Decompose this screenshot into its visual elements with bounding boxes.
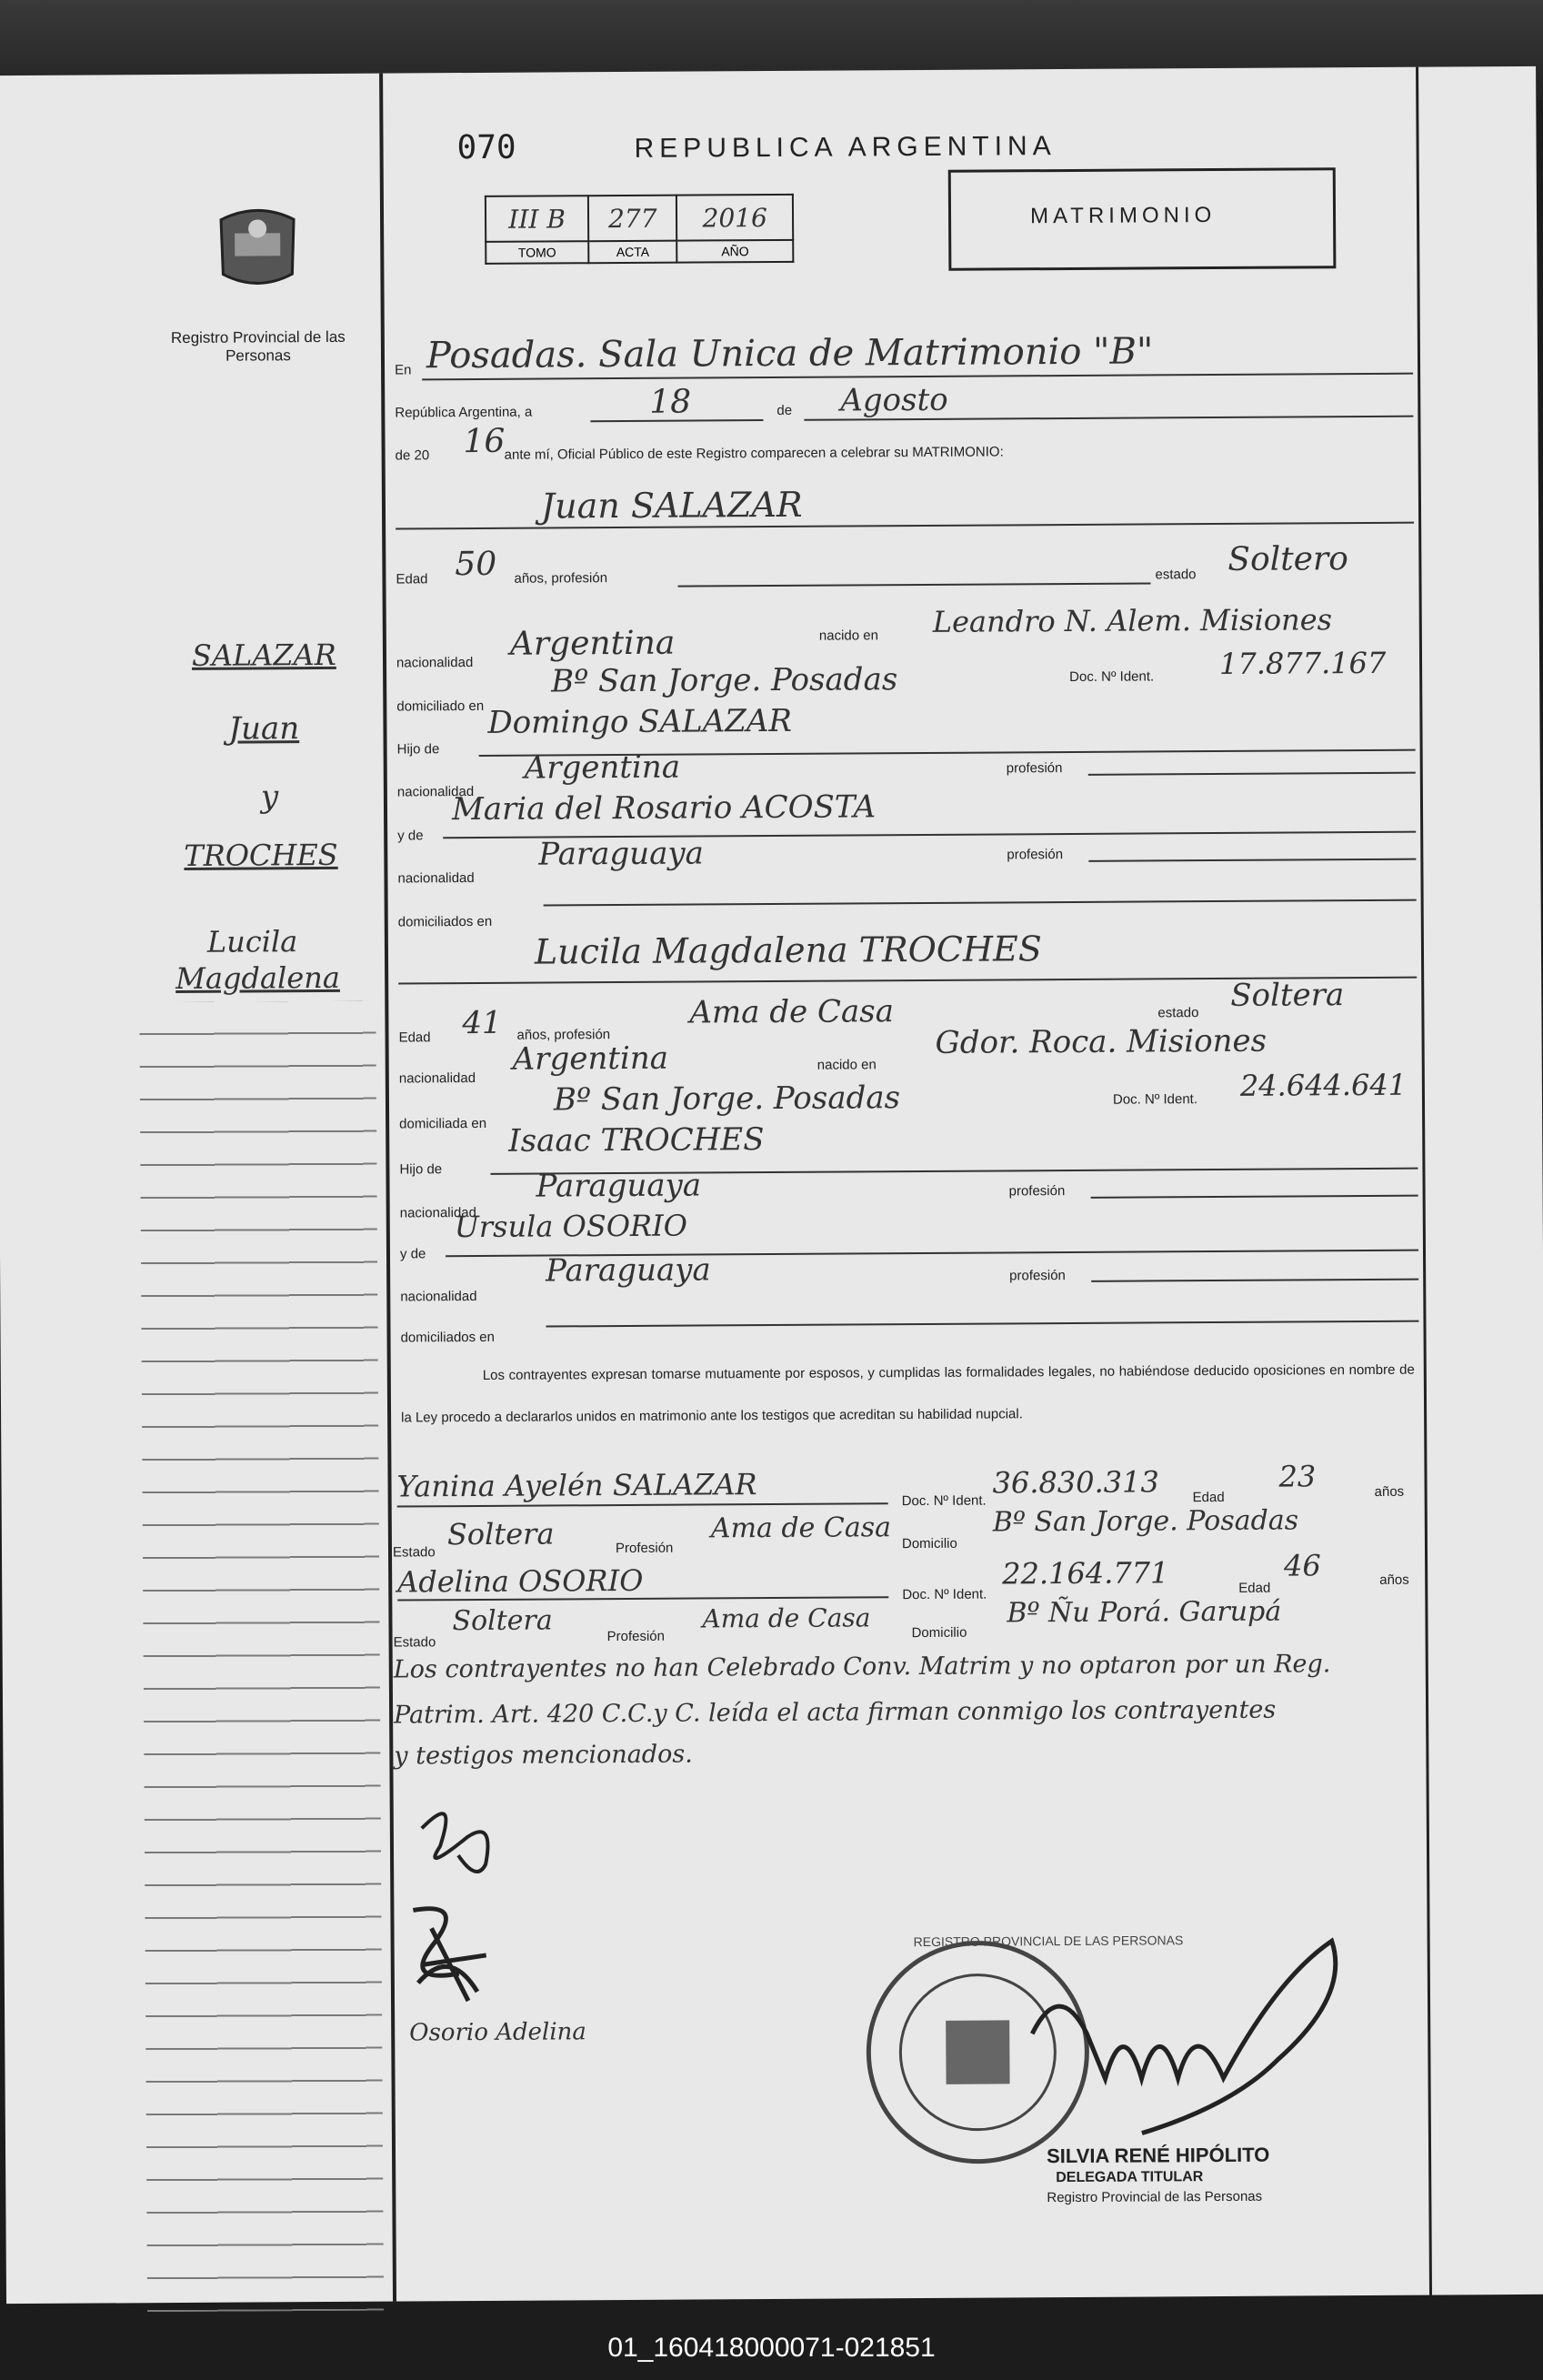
bride-mother-nationality: Paraguaya [545, 1251, 711, 1290]
note-line-3: y testigos mencionados. [394, 1740, 693, 1771]
groom-dom-label: domiciliado en [396, 698, 485, 715]
bride-nac-label: nacionalidad [398, 1069, 476, 1087]
bride-mother-nac-label: nacionalidad [400, 1288, 477, 1305]
note-line-2: Patrim. Art. 420 C.C.y C. leída el acta firman conmigo los contrayentes [394, 1695, 1277, 1730]
groom-estado-label: estado [1155, 567, 1197, 583]
place-value: Posadas. Sala Unica de Matrimonio "B" [426, 330, 1154, 377]
republica-label: República Argentina, a [395, 404, 533, 421]
seal-ring-text: REGISTRO PROVINCIAL DE LAS PERSONAS [913, 1933, 1184, 1950]
groom-hijo-label: Hijo de [396, 741, 440, 758]
margin-surname-2: TROCHES [184, 837, 338, 873]
groom-father-prof-label: profesión [1006, 760, 1063, 777]
bride-domiciliados-line [546, 1321, 1418, 1328]
witness1-estado-label: Estado [392, 1544, 436, 1561]
bride-father-prof-line [1091, 1195, 1418, 1199]
groom-name: Juan SALAZAR [540, 484, 803, 527]
witness2-anos-label: años [1379, 1572, 1409, 1588]
bride-nacido-label: nacido en [817, 1057, 877, 1073]
groom-yde-label: y de [397, 828, 424, 844]
day-value: 18 [649, 383, 692, 421]
record-number: 070 [456, 128, 516, 167]
witness2-doc-label: Doc. Nº Ident. [902, 1586, 987, 1603]
groom-age: 50 [455, 545, 497, 584]
margin-surname-1: SALAZAR [191, 637, 336, 673]
witness1-age: 23 [1278, 1459, 1317, 1494]
bride-yde-label: y de [399, 1246, 426, 1262]
groom-father-prof-line [1088, 772, 1416, 776]
witness1-doc-label: Doc. Nº Ident. [901, 1492, 987, 1510]
groom-domicile: Bº San Jorge. Posadas [551, 661, 898, 700]
groom-profession-line [678, 582, 1151, 587]
witness2-estado-label: Estado [393, 1634, 436, 1651]
groom-mother-prof-label: profesión [1007, 847, 1064, 863]
anio-value: 2016 [676, 195, 793, 241]
bride-hijo-label: Hijo de [399, 1161, 443, 1178]
de-label: de [777, 402, 793, 418]
groom-mother: Maria del Rosario ACOSTA [451, 788, 877, 828]
province-emblem-icon [212, 201, 304, 293]
bride-father: Isaac TROCHES [508, 1121, 765, 1160]
witness2-profession: Ama de Casa [702, 1602, 871, 1634]
bride-domiciliados-label: domiciliados en [400, 1329, 496, 1346]
official-office: Registro Provincial de las Personas [1047, 2188, 1263, 2206]
image-caption: 01_160418000071-021851 [607, 2333, 936, 2363]
document-page [0, 66, 1543, 2304]
bride-dom-label: domiciliada en [399, 1115, 487, 1132]
witness2-edad-label: Edad [1238, 1580, 1271, 1596]
year-prefix: de 20 [395, 447, 430, 464]
bride-domicile: Bº San Jorge. Posadas [553, 1080, 901, 1119]
bride-age: 41 [462, 1004, 502, 1042]
right-margin-rule [1416, 67, 1432, 2295]
bride-doc: 24.644.641 [1239, 1067, 1408, 1103]
groom-nationality: Argentina [509, 624, 676, 663]
bride-doc-label: Doc. Nº Ident. [1112, 1091, 1198, 1108]
official-name: SILVIA RENÉ HIPÓLITO [1046, 2143, 1270, 2168]
left-margin-rule [379, 74, 396, 2302]
groom-domiciliados-label: domiciliados en [397, 913, 493, 930]
witness1-prof-label: Profesión [615, 1540, 674, 1557]
witness1-dom-label: Domicilio [901, 1535, 957, 1552]
groom-anos-label: años, profesión [514, 570, 608, 587]
matrimonio-title: MATRIMONIO [1029, 203, 1217, 229]
margin-ruled-lines [139, 1001, 384, 2313]
bride-anos-label: años, profesión [516, 1027, 611, 1043]
bride-birthplace: Gdor. Roca. Misiones [935, 1022, 1267, 1061]
en-label: En [395, 362, 412, 378]
margin-and: y [260, 778, 279, 816]
groom-mother-nac-label: nacionalidad [397, 869, 475, 887]
signature-2 [395, 1892, 505, 2011]
groom-nacido-label: nacido en [818, 628, 878, 644]
groom-mother-prof-line [1088, 859, 1416, 862]
tomo-label: TOMO [486, 241, 588, 264]
witness1-edad-label: Edad [1192, 1489, 1225, 1506]
witness1-name: Yanina Ayelén SALAZAR [396, 1467, 757, 1504]
groom-father-nac-label: nacionalidad [396, 783, 475, 800]
bride-father-nationality: Paraguaya [536, 1167, 702, 1205]
witness1-state: Soltera [446, 1516, 555, 1552]
bride-estado-label: estado [1157, 1005, 1199, 1021]
bride-edad-label: Edad [398, 1029, 431, 1046]
bride-profession: Ama de Casa [689, 993, 895, 1031]
groom-birthplace: Leandro N. Alem. Misiones [932, 602, 1333, 639]
bride-nationality: Argentina [512, 1039, 669, 1078]
year-value: 16 [463, 422, 506, 461]
month-value: Agosto [840, 381, 948, 419]
acta-label: ACTA [588, 241, 677, 264]
witness2-prof-label: Profesión [606, 1628, 665, 1645]
witness1-anos-label: años [1374, 1483, 1405, 1500]
margin-name-1: Juan [228, 710, 300, 748]
groom-father-nationality: Argentina [524, 748, 681, 787]
witness1-doc: 36.830.313 [992, 1464, 1159, 1501]
official-role: DELEGADA TITULAR [1056, 2169, 1204, 2186]
witness1-domicile: Bº San Jorge. Posadas [992, 1504, 1299, 1539]
bride-mother-prof-label: profesión [1009, 1268, 1066, 1284]
groom-mother-nationality: Paraguaya [538, 835, 704, 873]
witness2-age: 46 [1283, 1548, 1321, 1583]
witness2-dom-label: Domicilio [911, 1624, 967, 1642]
groom-nac-label: nacionalidad [396, 655, 474, 671]
witness1-profession: Ama de Casa [710, 1511, 892, 1545]
note-line-1: Los contrayentes no han Celebrado Conv. Matrim y no optaron por un Reg. [393, 1650, 1331, 1684]
acta-value: 277 [588, 196, 677, 242]
groom-domiciliados-line [544, 899, 1417, 907]
witness2-domicile: Bº Ñu Porá. Garupá [1007, 1595, 1282, 1630]
anio-label: AÑO [677, 240, 794, 263]
groom-doc: 17.877.167 [1218, 645, 1387, 681]
witness2-doc: 22.164.771 [1002, 1555, 1169, 1592]
signature-3: Osorio Adelina [409, 2018, 586, 2047]
margin-name-2: Lucila [206, 924, 298, 959]
bride-father-prof-label: profesión [1008, 1183, 1066, 1200]
margin-name-3: Magdalena [175, 959, 341, 997]
tomo-value: III B [486, 196, 588, 242]
office-label: Registro Provincial de las Personas [170, 327, 346, 365]
bride-mother-prof-line [1091, 1279, 1418, 1282]
bride-name: Lucila Magdalena TROCHES [534, 929, 1042, 972]
statement-text: Los contrayentes expresan tomarse mutuamente por esposos, y cumplidas las formalidades legales, no habiéndose deducido oposiciones en nombre de la Ley procedo a declararlos unidos en matrimonio ante los testigos que acreditan su habilidad nupcial. [401, 1361, 1415, 1426]
record-ref-table [485, 194, 794, 265]
witness2-name: Adelina OSORIO [397, 1562, 644, 1600]
groom-state: Soltero [1227, 540, 1348, 578]
ante-text: ante mí, Oficial Público de este Registro comparecen a celebrar su MATRIMONIO: [504, 444, 1004, 463]
bride-mother: Ursula OSORIO [454, 1208, 688, 1245]
country-title: REPUBLICA ARGENTINA [634, 131, 1057, 164]
official-signature [1005, 1923, 1370, 2161]
bride-father-nac-label: nacionalidad [399, 1204, 477, 1221]
signature-1 [404, 1792, 523, 1893]
groom-edad-label: Edad [396, 571, 428, 587]
witness2-state: Soltera [452, 1604, 553, 1638]
groom-father: Domingo SALAZAR [487, 702, 793, 741]
groom-doc-label: Doc. Nº Ident. [1069, 668, 1155, 685]
bride-state: Soltera [1230, 977, 1345, 1014]
